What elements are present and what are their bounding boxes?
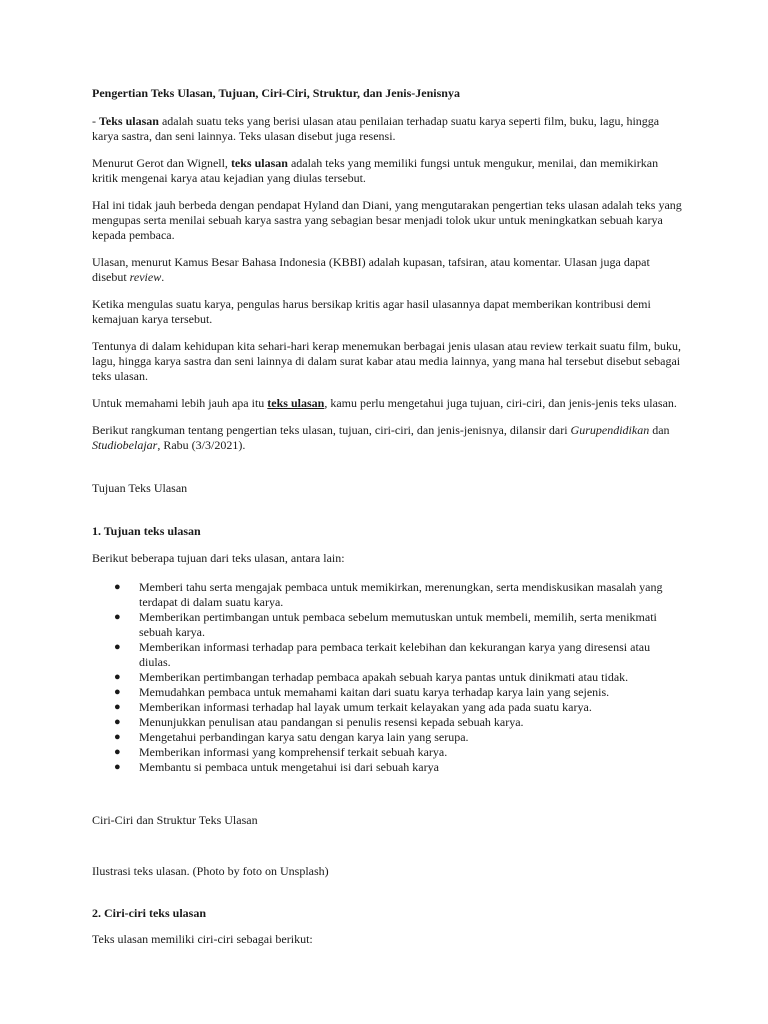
paragraph-memahami [92,396,682,411]
bullet-icon: ● [114,671,121,683]
heading-ciri-struktur: Ciri-Ciri dan Struktur Teks Ulasan [92,813,258,827]
paragraph-text: adalah teks yang memiliki fungsi untuk mengukur, menilai, dan memikirkan kritik mengenai karya atau kejadian yang diulas tersebut. [92,156,659,185]
paragraph-prefix: - [92,114,99,128]
bullet-icon: ● [114,746,121,758]
bullet-icon: ● [114,641,121,653]
paragraph-text: Untuk memahami lebih jauh apa itu [92,396,268,410]
paragraph-kritis: Ketika mengulas suatu karya, pengulas harus bersikap kritis agar hasil ulasannya dapat memberikan kontribusi demi kemajuan karya tersebut. [92,297,651,326]
paragraph-text: adalah suatu teks yang berisi ulasan atau penilaian terhadap suatu karya seperti film, buku, lagu, hingga karya sastra, dan seni lainnya. Teks ulasan disebut juga resensi. [92,114,660,143]
paragraph-text: . [161,270,165,284]
list-item-text: Menunjukkan penulisan atau pandangan si penulis resensi kepada sebuah karya. [139,715,524,729]
bullet-icon: ● [114,731,121,743]
bullet-icon: ● [114,686,121,698]
paragraph-text: , Rabu (3/3/2021). [157,438,246,452]
list-item [92,715,682,730]
list-item-text: Memberikan informasi terhadap hal layak umum terkait kelayakan yang ada pada suatu karya. [139,700,592,714]
list-item [92,610,682,640]
paragraph-definition [92,114,682,144]
list-item [92,670,682,685]
heading-tujuan: Tujuan Teks Ulasan [92,481,188,495]
tujuan-list [92,580,682,775]
term-bold: Teks ulasan [99,114,159,128]
paragraph-text: Menurut Gerot dan Wignell, [92,156,231,170]
list-item [92,745,682,760]
list-item [92,640,682,670]
list-item-text: Memudahkan pembaca untuk memahami kaitan dari suatu karya terhadap karya lain yang sejenis. [139,685,610,699]
paragraph-kbbi [92,255,682,285]
document-title: Pengertian Teks Ulasan, Tujuan, Ciri-Ciri, Struktur, dan Jenis-Jenisnya [92,86,460,100]
list-item-text: Memberikan pertimbangan terhadap pembaca apakah sebuah karya pantas untuk dinikmati atau tidak. [139,670,629,684]
paragraph-hyland-diani: Hal ini tidak jauh berbeda dengan pendapat Hyland dan Diani, yang mengutarakan pengertian teks ulasan adalah teks yang mengupas serta menilai sebuah karya sastra yang sebagian besar menjadi tolok ukur untuk meningkatkan sebuah karya kepada pembaca. [92,198,682,242]
intro-ciri: Teks ulasan memiliki ciri-ciri sebagai berikut: [92,932,313,946]
list-item [92,685,682,700]
document-page [92,86,682,959]
list-item-text: Mengetahui perbandingan karya satu dengan karya lain yang serupa. [139,730,469,744]
bullet-icon: ● [114,611,121,623]
term-italic: review [129,270,162,284]
paragraph-text: Ulasan, menurut Kamus Besar Bahasa Indonesia (KBBI) adalah kupasan, tafsiran, atau komentar. Ulasan juga dapat disebut [92,255,650,284]
list-item-text: Memberikan informasi terhadap para pembaca terkait kelebihan dan kekurangan karya yang diresensi atau diulas. [139,640,651,669]
paragraph-text: dan [649,423,670,437]
paragraph-text: Berikut rangkuman tentang pengertian teks ulasan, tujuan, ciri-ciri, dan jenis-jenisnya, dilansir dari [92,423,571,437]
list-item-text: Memberikan pertimbangan untuk pembaca sebelum memutuskan untuk membeli, memilih, serta menikmati sebuah karya. [139,610,657,639]
bullet-icon: ● [114,581,121,593]
list-item-text: Memberi tahu serta mengajak pembaca untuk memikirkan, merenungkan, serta mendiskusikan masalah yang terdapat di dalam suatu karya. [139,580,663,609]
paragraph-text: , kamu perlu mengetahui juga tujuan, ciri-ciri, dan jenis-jenis teks ulasan. [324,396,677,410]
list-item [92,730,682,745]
paragraph-gerot-wignell [92,156,682,186]
teks-ulasan-link[interactable]: teks ulasan [267,396,325,410]
list-item [92,580,682,610]
list-item-text: Membantu si pembaca untuk mengetahui isi dari sebuah karya [139,760,439,774]
source-italic: Gurupendidikan [570,423,650,437]
list-item [92,760,682,775]
list-item [92,700,682,715]
paragraph-rangkuman [92,423,682,453]
source-italic: Studiobelajar [92,438,158,452]
bullet-icon: ● [114,761,121,773]
intro-tujuan: Berikut beberapa tujuan dari teks ulasan, antara lain: [92,551,345,565]
bullet-icon: ● [114,701,121,713]
list-item-text: Memberikan informasi yang komprehensif terkait sebuah karya. [139,745,448,759]
image-caption: Ilustrasi teks ulasan. (Photo by foto on Unsplash) [92,864,329,878]
term-bold: teks ulasan [230,156,288,170]
bullet-icon: ● [114,716,121,728]
heading-ciri-bold: 2. Ciri-ciri teks ulasan [92,906,206,920]
heading-tujuan-bold: 1. Tujuan teks ulasan [92,524,201,538]
paragraph-sehari-hari: Tentunya di dalam kehidupan kita sehari-hari kerap menemukan berbagai jenis ulasan atau review terkait suatu film, buku, lagu, hingga karya sastra dan seni lainnya di dalam surat kabar atau media lainnya, yang mana hal tersebut disebut sebagai teks ulasan. [92,339,681,383]
